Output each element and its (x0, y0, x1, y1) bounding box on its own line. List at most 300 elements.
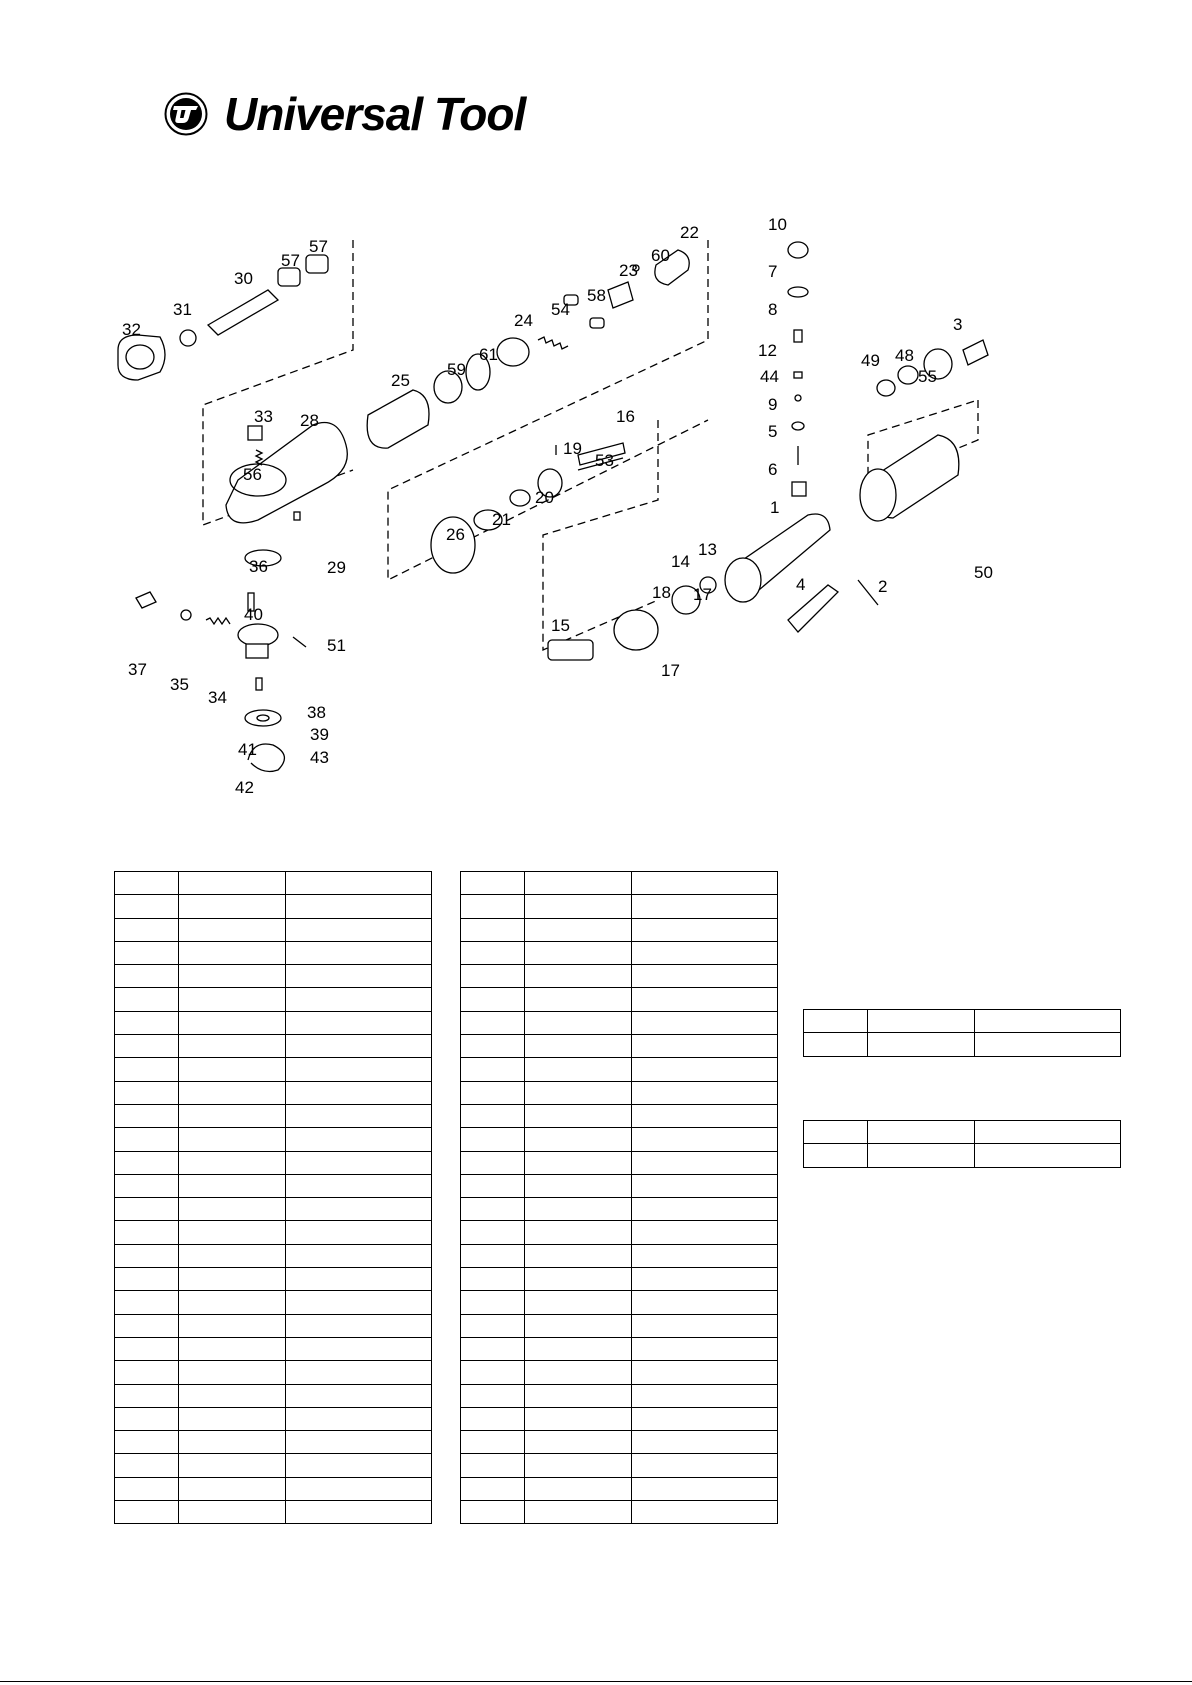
table-cell (525, 1384, 632, 1407)
table-row (461, 1501, 778, 1524)
table-row (461, 1477, 778, 1500)
table-cell (525, 1314, 632, 1337)
table-cell (804, 1144, 868, 1167)
callout-label: 59 (447, 360, 466, 379)
table-cell (286, 1314, 432, 1337)
table-cell (632, 895, 778, 918)
callout-label: 6 (768, 460, 778, 479)
callout-label: 16 (616, 407, 635, 426)
table-row (461, 895, 778, 918)
table-cell (115, 1291, 179, 1314)
callout-label: 23 (619, 261, 638, 280)
table-row (461, 965, 778, 988)
table-cell (115, 1128, 179, 1151)
table-cell (179, 1454, 286, 1477)
table-cell (286, 1151, 432, 1174)
table-cell (461, 1314, 525, 1337)
table-cell (286, 1128, 432, 1151)
table-cell (115, 918, 179, 941)
table-row (115, 1104, 432, 1127)
callout-label: 20 (535, 488, 554, 507)
callout-label: 58 (587, 286, 606, 305)
table-row (115, 918, 432, 941)
callout-label: 9 (768, 395, 778, 414)
table-cell (461, 988, 525, 1011)
table-cell (525, 1151, 632, 1174)
table-cell (525, 918, 632, 941)
table-cell (179, 1384, 286, 1407)
callout-label: 25 (391, 371, 410, 390)
table-cell (461, 872, 525, 895)
table-cell (179, 1361, 286, 1384)
callout-label: 53 (595, 451, 614, 470)
table-cell (632, 1035, 778, 1058)
table-cell (804, 1010, 868, 1033)
callout-label: 40 (244, 605, 263, 624)
table-cell (115, 895, 179, 918)
table-cell (115, 1454, 179, 1477)
callout-label: 54 (551, 300, 570, 319)
callout-label: 36 (249, 557, 268, 576)
table-cell (179, 1104, 286, 1127)
table-row (461, 1011, 778, 1034)
callout-label: 22 (680, 223, 699, 242)
table-row (461, 1221, 778, 1244)
table-cell (461, 1337, 525, 1360)
table-cell (115, 1058, 179, 1081)
table-cell (632, 1314, 778, 1337)
table-cell (868, 1121, 975, 1144)
table-cell (525, 895, 632, 918)
table-cell (461, 1221, 525, 1244)
callout-label: 41 (238, 740, 257, 759)
table-cell (179, 895, 286, 918)
table-cell (525, 1477, 632, 1500)
table-cell (868, 1144, 975, 1167)
table-cell (525, 1128, 632, 1151)
table-cell (632, 988, 778, 1011)
table-row (804, 1033, 1121, 1056)
rotor-part (548, 640, 593, 660)
table-cell (525, 1407, 632, 1430)
table-cell (632, 918, 778, 941)
table-row (115, 1151, 432, 1174)
brand-name: Universal Tool (224, 88, 526, 140)
table-row (461, 1104, 778, 1127)
table-cell (286, 1407, 432, 1430)
table-cell (286, 1337, 432, 1360)
table-cell (115, 1431, 179, 1454)
table-cell (461, 1151, 525, 1174)
table-cell (115, 1104, 179, 1127)
table-cell (179, 1291, 286, 1314)
callout-label: 31 (173, 300, 192, 319)
table-row (115, 1268, 432, 1291)
table-row (461, 1268, 778, 1291)
table-cell (975, 1144, 1121, 1167)
table-cell (461, 1128, 525, 1151)
table-cell (632, 965, 778, 988)
table-cell (461, 1268, 525, 1291)
table-cell (525, 941, 632, 964)
table-cell (286, 1198, 432, 1221)
callout-label: 49 (861, 351, 880, 370)
table-row (461, 1244, 778, 1267)
table-cell (286, 1291, 432, 1314)
exploded-parts-diagram (108, 200, 1068, 840)
footer-rule (0, 1681, 1192, 1682)
table-cell (179, 1431, 286, 1454)
table-cell (286, 1081, 432, 1104)
table-row (115, 1501, 432, 1524)
table-cell (525, 1431, 632, 1454)
table-row (461, 1058, 778, 1081)
table-cell (115, 1407, 179, 1430)
table-cell (461, 1104, 525, 1127)
table-cell (115, 965, 179, 988)
table-cell (461, 1011, 525, 1034)
table-cell (632, 1407, 778, 1430)
table-cell (179, 941, 286, 964)
table-row (461, 988, 778, 1011)
table-cell (179, 1151, 286, 1174)
table-row (115, 1407, 432, 1430)
callout-label: 50 (974, 563, 993, 582)
callout-label: 12 (758, 341, 777, 360)
table-cell (286, 1035, 432, 1058)
callout-label: 14 (671, 552, 690, 571)
table-cell (632, 1058, 778, 1081)
callout-label: 17 (693, 585, 712, 604)
table-cell (179, 1314, 286, 1337)
table-cell (286, 918, 432, 941)
table-cell (286, 1361, 432, 1384)
table-cell (868, 1033, 975, 1056)
table-cell (461, 1477, 525, 1500)
table-cell (286, 1268, 432, 1291)
table-cell (632, 1477, 778, 1500)
table-cell (632, 1128, 778, 1151)
table-cell (115, 941, 179, 964)
table-row (461, 941, 778, 964)
table-cell (115, 1384, 179, 1407)
table-cell (286, 895, 432, 918)
table-cell (115, 1221, 179, 1244)
motor-housing-part (367, 390, 429, 448)
table-cell (115, 1337, 179, 1360)
table-cell (461, 1291, 525, 1314)
table-cell (286, 1477, 432, 1500)
table-cell (868, 1010, 975, 1033)
table-cell (179, 1035, 286, 1058)
callout-label: 13 (698, 540, 717, 559)
table-cell (632, 1291, 778, 1314)
table-cell (179, 1244, 286, 1267)
table-cell (286, 1384, 432, 1407)
table-cell (115, 1268, 179, 1291)
table-cell (115, 988, 179, 1011)
table-row (461, 1081, 778, 1104)
table-cell (525, 1291, 632, 1314)
table-row (461, 1314, 778, 1337)
callout-label: 8 (768, 300, 778, 319)
table-row (461, 1035, 778, 1058)
table-row (804, 1010, 1121, 1033)
ratchet-head-part (118, 335, 165, 380)
table-cell (115, 1035, 179, 1058)
table-cell (525, 1268, 632, 1291)
table-cell (179, 1337, 286, 1360)
table-cell (525, 1221, 632, 1244)
table-cell (525, 1337, 632, 1360)
table-cell (461, 965, 525, 988)
accessory-table-2 (803, 1120, 1121, 1168)
table-cell (632, 1011, 778, 1034)
table-cell (286, 965, 432, 988)
table-row (461, 872, 778, 895)
table-row (804, 1144, 1121, 1167)
table-row (115, 1128, 432, 1151)
table-cell (115, 1314, 179, 1337)
table-row (804, 1121, 1121, 1144)
table-cell (461, 1407, 525, 1430)
table-cell (286, 1501, 432, 1524)
table-cell (179, 1081, 286, 1104)
table-cell (179, 1198, 286, 1221)
table-cell (632, 1501, 778, 1524)
callout-label: 48 (895, 346, 914, 365)
table-cell (179, 1268, 286, 1291)
table-cell (286, 1244, 432, 1267)
table-cell (179, 965, 286, 988)
table-cell (525, 1198, 632, 1221)
callout-label: 3 (953, 315, 963, 334)
table-cell (286, 1011, 432, 1034)
table-cell (179, 988, 286, 1011)
table-cell (461, 1361, 525, 1384)
table-cell (286, 1104, 432, 1127)
callout-label: 26 (446, 525, 465, 544)
table-row (461, 1151, 778, 1174)
table-cell (632, 1198, 778, 1221)
table-row (115, 1361, 432, 1384)
table-cell (286, 872, 432, 895)
table-row (115, 1035, 432, 1058)
callout-label: 37 (128, 660, 147, 679)
table-cell (115, 1198, 179, 1221)
callout-label: 39 (310, 725, 329, 744)
callout-label: 56 (243, 465, 262, 484)
callout-label: 57 (281, 251, 300, 270)
table-row (115, 988, 432, 1011)
table-cell (525, 1081, 632, 1104)
table-cell (179, 1058, 286, 1081)
u-circle-icon (164, 92, 208, 136)
table-row (115, 965, 432, 988)
parts-table-right (460, 871, 778, 1524)
table-cell (179, 1011, 286, 1034)
table-cell (632, 941, 778, 964)
table-cell (115, 1361, 179, 1384)
table-row (115, 1431, 432, 1454)
callout-label: 21 (492, 510, 511, 529)
table-row (461, 1361, 778, 1384)
table-cell (461, 1454, 525, 1477)
table-cell (525, 1454, 632, 1477)
table-cell (286, 1174, 432, 1197)
table-row (115, 1058, 432, 1081)
table-cell (115, 1501, 179, 1524)
table-cell (286, 1431, 432, 1454)
table-cell (115, 872, 179, 895)
table-cell (975, 1121, 1121, 1144)
table-cell (286, 1454, 432, 1477)
callout-label: 5 (768, 422, 778, 441)
callout-label: 61 (479, 345, 498, 364)
table-cell (525, 1058, 632, 1081)
callout-label: 55 (918, 367, 937, 386)
table-cell (525, 1361, 632, 1384)
table-cell (525, 1501, 632, 1524)
table-row (461, 918, 778, 941)
callout-label: 34 (208, 688, 227, 707)
table-row (461, 1174, 778, 1197)
table-row (461, 1407, 778, 1430)
table-row (115, 1314, 432, 1337)
callout-label: 32 (122, 320, 141, 339)
table-cell (632, 1104, 778, 1127)
callout-label: 19 (563, 439, 582, 458)
table-cell (975, 1033, 1121, 1056)
callout-label: 44 (760, 367, 779, 386)
table-cell (179, 1128, 286, 1151)
table-cell (632, 1384, 778, 1407)
callout-label: 57 (309, 237, 328, 256)
table-cell (179, 918, 286, 941)
table-row (115, 1221, 432, 1244)
table-cell (115, 1151, 179, 1174)
table-cell (525, 988, 632, 1011)
callout-label: 17 (661, 661, 680, 680)
table-cell (286, 1221, 432, 1244)
table-cell (461, 1384, 525, 1407)
table-cell (461, 1244, 525, 1267)
table-cell (461, 1058, 525, 1081)
callout-label: 15 (551, 616, 570, 635)
table-row (461, 1384, 778, 1407)
table-cell (804, 1121, 868, 1144)
callout-label: 24 (514, 311, 533, 330)
table-row (115, 872, 432, 895)
table-row (115, 1244, 432, 1267)
table-cell (286, 1058, 432, 1081)
drive-shaft-part (208, 290, 278, 335)
table-row (115, 1174, 432, 1197)
table-cell (632, 1431, 778, 1454)
accessory-table-1 (803, 1009, 1121, 1057)
table-row (115, 1291, 432, 1314)
callout-label: 1 (770, 498, 780, 517)
table-row (115, 1337, 432, 1360)
callout-label: 42 (235, 778, 254, 797)
callout-label: 35 (170, 675, 189, 694)
table-row (115, 895, 432, 918)
callout-label: 4 (796, 575, 806, 594)
table-row (115, 1011, 432, 1034)
table-cell (632, 1268, 778, 1291)
table-cell (525, 1011, 632, 1034)
table-row (461, 1198, 778, 1221)
table-cell (461, 1501, 525, 1524)
table-cell (525, 1104, 632, 1127)
table-cell (179, 1221, 286, 1244)
table-row (115, 1454, 432, 1477)
table-row (461, 1291, 778, 1314)
table-cell (461, 1198, 525, 1221)
callout-label: 38 (307, 703, 326, 722)
table-row (461, 1431, 778, 1454)
table-cell (632, 1454, 778, 1477)
table-cell (461, 895, 525, 918)
table-row (115, 1477, 432, 1500)
brand-logo (164, 88, 525, 140)
table-cell (461, 918, 525, 941)
table-cell (461, 1035, 525, 1058)
table-cell (179, 1501, 286, 1524)
callout-label: 28 (300, 411, 319, 430)
table-cell (461, 1081, 525, 1104)
table-cell (525, 965, 632, 988)
callout-label: 10 (768, 215, 787, 234)
table-cell (115, 1011, 179, 1034)
callout-label: 43 (310, 748, 329, 767)
callout-label: 2 (878, 577, 888, 596)
table-cell (115, 1174, 179, 1197)
table-cell (286, 988, 432, 1011)
table-cell (632, 1244, 778, 1267)
table-cell (525, 1244, 632, 1267)
callout-label: 18 (652, 583, 671, 602)
table-cell (525, 872, 632, 895)
callout-label: 33 (254, 407, 273, 426)
table-cell (632, 1361, 778, 1384)
table-row (115, 941, 432, 964)
table-cell (525, 1174, 632, 1197)
callout-label: 60 (651, 246, 670, 265)
table-row (461, 1128, 778, 1151)
parts-table-left (114, 871, 432, 1524)
table-cell (632, 1081, 778, 1104)
table-cell (179, 1174, 286, 1197)
table-cell (632, 1151, 778, 1174)
table-row (461, 1337, 778, 1360)
table-cell (115, 1244, 179, 1267)
table-cell (461, 1174, 525, 1197)
table-row (461, 1454, 778, 1477)
table-cell (632, 872, 778, 895)
table-cell (115, 1477, 179, 1500)
callout-label: 7 (768, 262, 778, 281)
table-cell (525, 1035, 632, 1058)
table-cell (975, 1010, 1121, 1033)
table-row (115, 1198, 432, 1221)
table-cell (804, 1033, 868, 1056)
callout-label: 51 (327, 636, 346, 655)
table-cell (632, 1174, 778, 1197)
table-cell (632, 1221, 778, 1244)
callout-label: 30 (234, 269, 253, 288)
table-cell (461, 941, 525, 964)
